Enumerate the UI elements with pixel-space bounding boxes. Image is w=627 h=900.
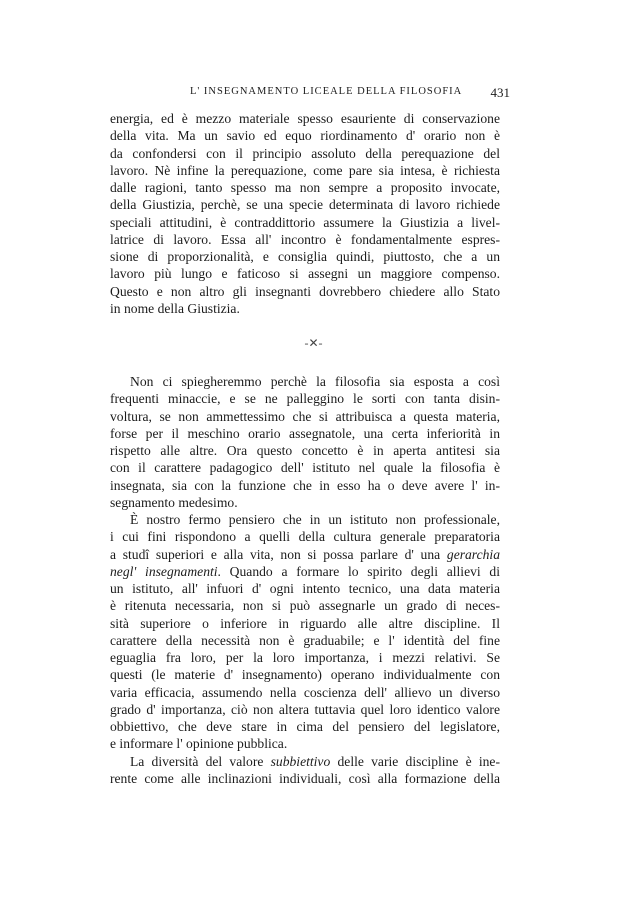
text-line: frequenti minaccie, e se ne palleggino le sorti con tanta disin- — [110, 391, 500, 407]
text-line: sione di proporzionalità, e consiglia quindi, piuttosto, che a un — [110, 249, 500, 264]
text-line — [110, 546, 500, 563]
text-line: della Giustizia, perchè, se una specie determinata di lavoro richiede — [110, 197, 500, 213]
text-line: obbiettivo, che deve stare in cima del pensiero del legislatore, — [110, 719, 500, 734]
italic-term: gerarchia — [446, 546, 500, 562]
text-line: eguaglia fra loro, per la loro importanza, i mezzi relativi. Se — [110, 650, 500, 665]
page-number: 431 — [490, 85, 510, 100]
text-line — [110, 563, 500, 580]
text-line: in nome della Giustizia. — [110, 300, 240, 316]
text-line: questi (le materie d' insegnamento) operano individualmente con — [110, 667, 500, 683]
text-run: La diversità del valore — [130, 753, 271, 769]
text-line: un istituto, all' infuori d' ogni intento tecnico, una data materia — [110, 581, 500, 596]
text-line: varia efficacia, assumendo nella coscienza dell' allievo un diverso — [110, 684, 500, 700]
page-header — [110, 86, 510, 102]
text-line: grado d' importanza, ciò non altera tuttavia quel loro identico valore — [110, 701, 500, 717]
text-line: voltura, se non ammettessimo che si attribuisca a questa materia, — [110, 408, 500, 424]
text-line: da confondersi con il principio assoluto della perequazione del — [110, 145, 500, 161]
paragraph-continued — [110, 110, 500, 317]
italic-term: subbiettivo — [270, 753, 331, 769]
text-line: energia, ed è mezzo materiale spesso esauriente di conservazione — [110, 111, 500, 126]
text-line: segnamento medesimo. — [110, 494, 238, 510]
text-line: Non ci spiegheremmo perchè la filosofia sia esposta a così — [130, 374, 500, 389]
text-line: i cui fini rispondono a quelli della cultura generale preparatoria — [110, 529, 500, 545]
text-line: con il carattere padagogico dell' istituto nel quale la filosofia è — [110, 460, 500, 476]
text-line: insegnata, sia con la funzione che in esso ha o deve avere l' in- — [110, 477, 500, 493]
text-run: a studî superiori e alla vita, non si possa parlare d' una — [110, 546, 447, 562]
text-line: È nostro fermo pensiero che in un istituto non professionale, — [130, 512, 500, 527]
text-line: è ritenuta necessaria, non si può assegnarle un grado di neces- — [110, 598, 500, 614]
running-title: L' INSEGNAMENTO LICEALE DELLA FILOSOFIA — [190, 86, 463, 97]
text-line: carattere della necessità non è graduabile; e l' identità del fine — [110, 632, 500, 648]
text-run: . Quando a formare lo spirito degli allievi di — [217, 563, 500, 579]
text-line: dalle ragioni, tanto spesso ma non sempre a proposito invocate, — [110, 180, 500, 195]
text-run: delle varie discipline è ine- — [330, 753, 500, 769]
text-line: e informare l' opinione pubblica. — [110, 736, 288, 752]
text-line: lavoro. Nè infine la perequazione, come pare sia intesa, è richiesta — [110, 162, 500, 178]
text-line: sità superiore o inferiore in riguardo alle altre discipline. Il — [110, 615, 500, 631]
text-line: speciali attitudini, è contraddittorio assumere la Giustizia a livel- — [110, 214, 500, 230]
section-ornament: -✕- — [304, 336, 323, 350]
section-body — [110, 373, 500, 787]
text-line: Questo e non altro gli insegnanti dovrebbero chiedere allo Stato — [110, 283, 500, 299]
text-line: rispetto alle altre. Ora questo concetto è in aperta antitesi sia — [110, 443, 500, 458]
text-line: lavoro più lungo e faticoso si assegni un maggiore compenso. — [110, 266, 500, 282]
italic-term: negl' insegnamenti — [110, 563, 218, 579]
text-line — [110, 753, 500, 770]
text-line: forse per il meschino orario assegnatole, una certa inferiorità in — [110, 425, 500, 441]
text-line: rente come alle inclinazioni individuali, così alla formazione della — [110, 770, 500, 786]
text-line: della vita. Ma un savio ed equo riordinamento d' orario non è — [110, 128, 500, 144]
text-line: latrice di lavoro. Essa all' incontro è fondamentalmente espres- — [110, 231, 500, 247]
